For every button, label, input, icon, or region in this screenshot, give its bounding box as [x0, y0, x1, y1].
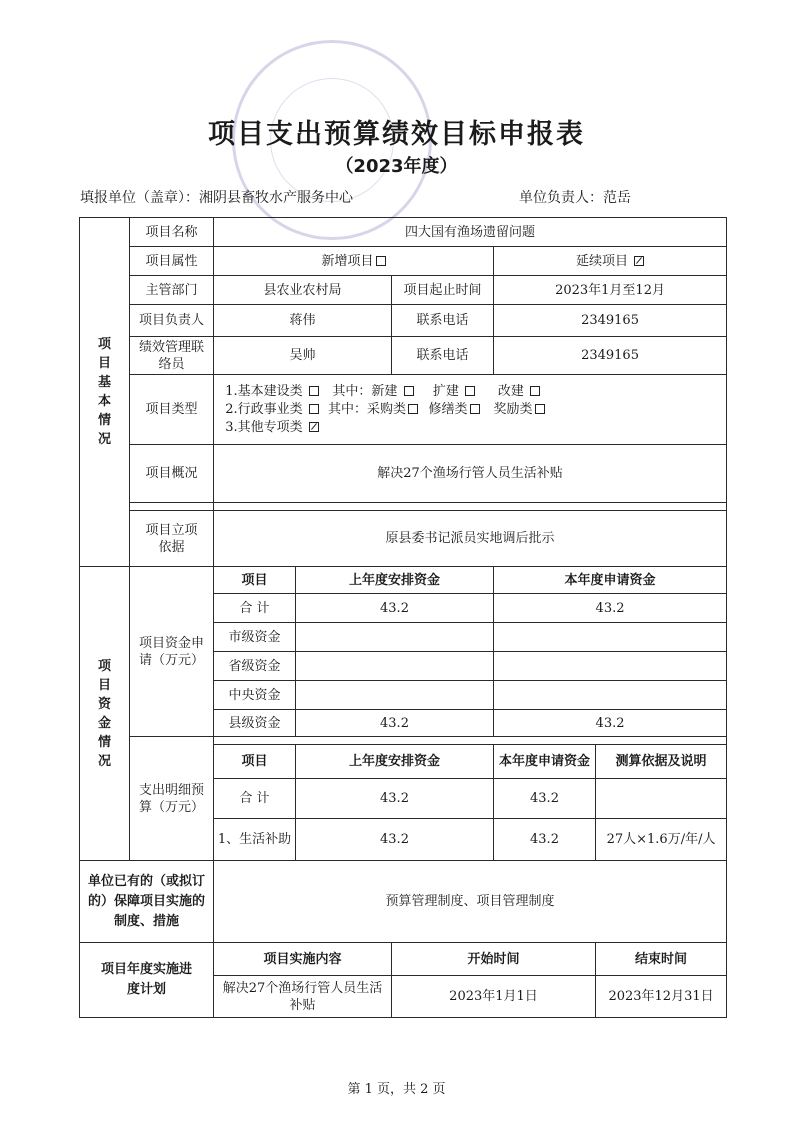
leader-label: 项目负责人 — [130, 305, 214, 337]
type-option: 其中：新建 — [327, 383, 419, 400]
detail-row-name: 1、生活补助 — [214, 819, 296, 861]
head-label: 单位负责人： — [519, 190, 603, 206]
apply-row-last — [296, 623, 494, 652]
detail-row-this: 43.2 — [494, 779, 596, 819]
page-footer: 第 1 页，共 2 页 — [347, 1082, 446, 1097]
schedule-label: 项目年度实施进度计划 — [80, 943, 214, 1018]
type-checkbox[interactable] — [465, 386, 475, 396]
form-year: （2023年度） — [335, 156, 458, 177]
apply-row-this — [494, 623, 727, 652]
detail-row-last: 43.2 — [296, 779, 494, 819]
type-option: 2.行政事业类 — [217, 401, 327, 418]
detail-row-name: 合 计 — [214, 779, 296, 819]
leader-value: 蒋伟 — [214, 305, 392, 337]
new-project-label: 新增项目 — [321, 253, 374, 269]
type-option: 3.其他专项类 — [217, 419, 327, 436]
new-project-checkbox[interactable] — [376, 256, 386, 266]
apply-row-last: 43.2 — [296, 594, 494, 623]
apply-row-this: 43.2 — [494, 710, 727, 737]
apply-row-name: 县级资金 — [214, 710, 296, 737]
leader-phone-value: 2349165 — [494, 305, 727, 337]
head-line — [519, 187, 631, 207]
type-option: 修缮类 — [419, 401, 489, 418]
project-type-label: 项目类型 — [130, 375, 214, 445]
type-option: 扩建 — [419, 383, 489, 400]
detail-header-this: 本年度申请资金 — [494, 745, 596, 779]
perf-phone-value: 2349165 — [494, 337, 727, 375]
apply-row-last — [296, 652, 494, 681]
type-checkbox[interactable] — [408, 404, 418, 414]
budget-form-table — [79, 217, 727, 1018]
schedule-header-end: 结束时间 — [596, 943, 727, 976]
dept-value: 县农业农村局 — [214, 276, 392, 305]
apply-row-name: 市级资金 — [214, 623, 296, 652]
section-basic-info-title: 项目基本情况 — [80, 218, 130, 567]
type-checkbox[interactable] — [535, 404, 545, 414]
type-checkbox[interactable] — [309, 386, 319, 396]
type-checkbox[interactable] — [530, 386, 540, 396]
apply-label: 项目资金申请（万元） — [130, 567, 214, 737]
apply-header-item: 项目 — [214, 567, 296, 594]
project-type-options — [214, 375, 727, 445]
period-value: 2023年1月至12月 — [494, 276, 727, 305]
detail-header-item: 项目 — [214, 745, 296, 779]
apply-row-this — [494, 681, 727, 710]
detail-label: 支出明细预算（万元） — [130, 737, 214, 861]
overview-label: 项目概况 — [130, 445, 214, 503]
continue-project-option — [494, 247, 727, 276]
detail-row-note — [596, 779, 727, 819]
schedule-end: 2023年12月31日 — [596, 976, 727, 1018]
perf-phone-label: 联系电话 — [392, 337, 494, 375]
basis-value: 原县委书记派员实地调后批示 — [214, 511, 727, 567]
leader-phone-label: 联系电话 — [392, 305, 494, 337]
apply-header-this: 本年度申请资金 — [494, 567, 727, 594]
project-attr-label: 项目属性 — [130, 247, 214, 276]
detail-row-this: 43.2 — [494, 819, 596, 861]
continue-project-label: 延续项目 — [575, 253, 628, 269]
apply-row-last — [296, 681, 494, 710]
detail-header-note: 测算依据及说明 — [596, 745, 727, 779]
period-label: 项目起止时间 — [392, 276, 494, 305]
apply-header-last: 上年度安排资金 — [296, 567, 494, 594]
unit-line — [80, 187, 353, 207]
perf-contact-label: 绩效管理联络员 — [130, 337, 214, 375]
schedule-header-start: 开始时间 — [392, 943, 596, 976]
project-name-label: 项目名称 — [130, 218, 214, 247]
type-option: 1.基本建设类 — [217, 383, 327, 400]
type-option: 奖励类 — [489, 401, 549, 418]
type-option: 改建 — [489, 383, 549, 400]
type-checkbox[interactable] — [470, 404, 480, 414]
project-name-value: 四大国有渔场遗留问题 — [214, 218, 727, 247]
apply-row-last: 43.2 — [296, 710, 494, 737]
detail-header-last: 上年度安排资金 — [296, 745, 494, 779]
schedule-start: 2023年1月1日 — [392, 976, 596, 1018]
basis-label: 项目立项依据 — [130, 511, 214, 567]
measures-label: 单位已有的（或拟订的）保障项目实施的制度、措施 — [80, 861, 214, 943]
unit-label: 填报单位（盖章）： — [80, 190, 199, 206]
dept-label: 主管部门 — [130, 276, 214, 305]
form-title: 项目支出预算绩效目标申报表 — [208, 119, 585, 150]
apply-row-this — [494, 652, 727, 681]
schedule-header-content: 项目实施内容 — [214, 943, 392, 976]
detail-row-last: 43.2 — [296, 819, 494, 861]
apply-row-name: 中央资金 — [214, 681, 296, 710]
overview-value: 解决27个渔场行管人员生活补贴 — [214, 445, 727, 503]
type-option: 其中：采购类 — [327, 401, 419, 418]
continue-project-checkbox[interactable] — [634, 256, 644, 266]
head-value: 范岳 — [603, 190, 631, 206]
apply-row-this: 43.2 — [494, 594, 727, 623]
type-checkbox[interactable] — [309, 404, 319, 414]
measures-value: 预算管理制度、项目管理制度 — [214, 861, 727, 943]
section-funds-title: 项目资金情况 — [80, 567, 130, 861]
new-project-option — [214, 247, 494, 276]
detail-row-note: 27人×1.6万/年/人 — [596, 819, 727, 861]
unit-value: 湘阴县畜牧水产服务中心 — [199, 190, 353, 206]
type-checkbox-checked[interactable] — [309, 422, 319, 432]
apply-row-name: 合 计 — [214, 594, 296, 623]
apply-row-name: 省级资金 — [214, 652, 296, 681]
perf-contact-value: 吴帅 — [214, 337, 392, 375]
type-checkbox[interactable] — [404, 386, 414, 396]
schedule-content: 解决27个渔场行管人员生活补贴 — [214, 976, 392, 1018]
